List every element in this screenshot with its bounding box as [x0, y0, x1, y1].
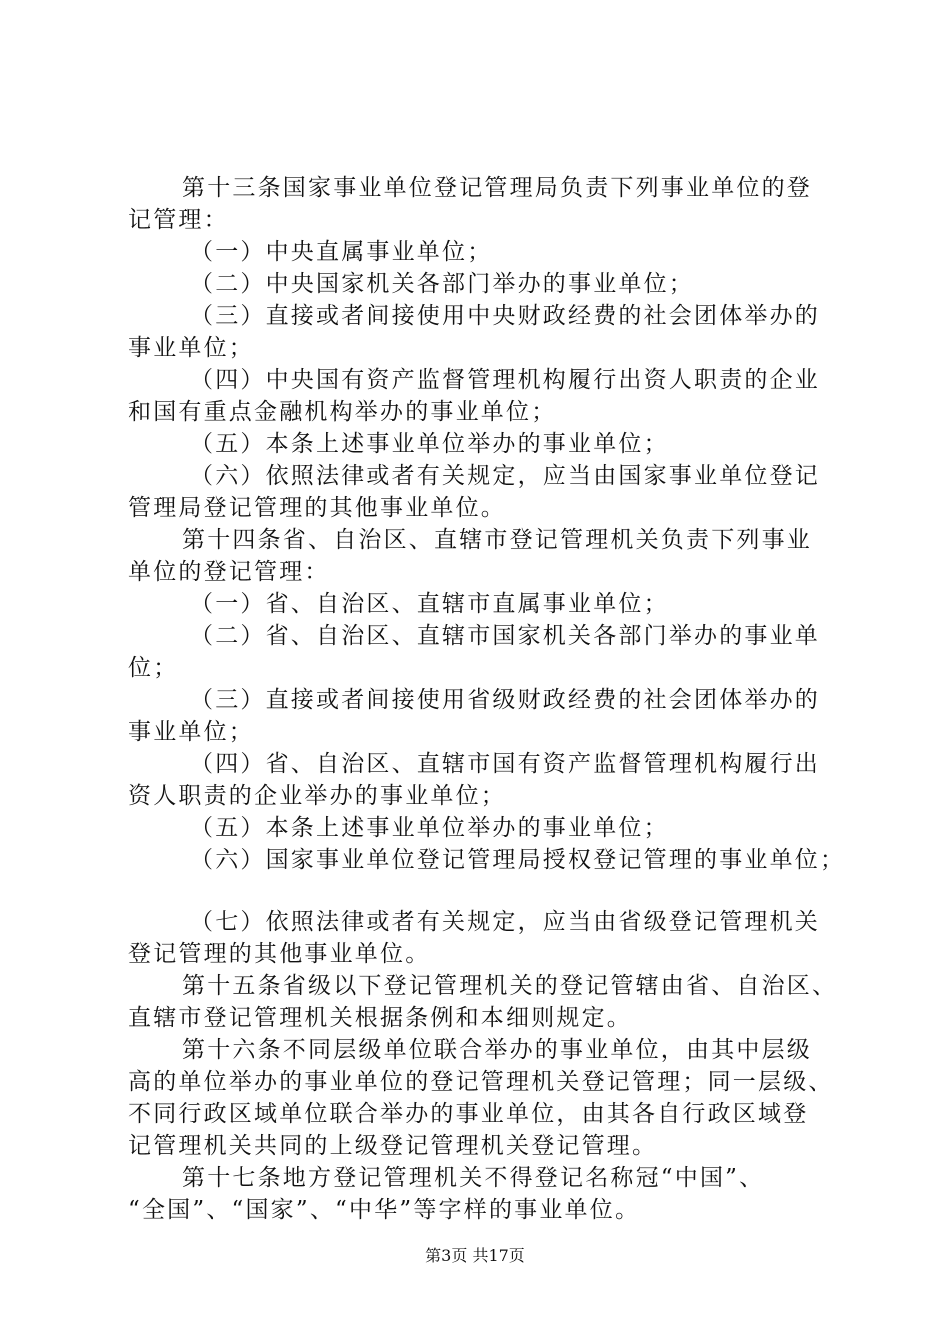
text-line: （五）本条上述事业单位举办的事业单位； — [190, 815, 669, 841]
text-line: （四）中央国有资产监督管理机构履行出资人职责的企业 — [190, 367, 820, 393]
text-line: 位； — [128, 655, 179, 681]
text-line: （二）省、自治区、直辖市国家机关各部门举办的事业单 — [190, 623, 820, 649]
document-body — [128, 172, 846, 1226]
text-line: 第十四条省、自治区、直辖市登记管理机关负责下列事业 — [182, 527, 812, 553]
text-line: 不同行政区域单位联合举办的事业单位，由其各自行政区域登 — [128, 1101, 809, 1127]
text-line: “全国”、“国家”、“中华”等字样的事业单位。 — [128, 1197, 641, 1223]
text-line: 管理局登记管理的其他事业单位。 — [128, 495, 506, 521]
text-line: （六）国家事业单位登记管理局授权登记管理的事业单位； — [190, 847, 846, 873]
page-number: 第3页 共17页 — [425, 1246, 525, 1265]
text-line: 记管理机关共同的上级登记管理机关登记管理。 — [128, 1133, 658, 1159]
text-line: 事业单位； — [128, 335, 254, 361]
text-line: 高的单位举办的事业单位的登记管理机关登记管理；同一层级、 — [128, 1069, 834, 1095]
text-line: 记管理： — [128, 207, 229, 233]
text-line: （三）直接或者间接使用中央财政经费的社会团体举办的 — [190, 303, 820, 329]
text-line: 单位的登记管理： — [128, 559, 330, 585]
text-line: （七）依照法律或者有关规定，应当由省级登记管理机关 — [190, 909, 820, 935]
text-line: （四）省、自治区、直辖市国有资产监督管理机构履行出 — [190, 751, 820, 777]
text-line: （五）本条上述事业单位举办的事业单位； — [190, 431, 669, 457]
text-line: （一）中央直属事业单位； — [190, 239, 493, 265]
paragraph-gap — [128, 876, 828, 906]
text-line: 和国有重点金融机构举办的事业单位； — [128, 399, 557, 425]
text-line: 资人职责的企业举办的事业单位； — [128, 783, 506, 809]
text-line: 第十六条不同层级单位联合举办的事业单位，由其中层级 — [182, 1037, 812, 1063]
text-line: （一）省、自治区、直辖市直属事业单位； — [190, 591, 669, 617]
text-line: 事业单位； — [128, 719, 254, 745]
text-line: 第十五条省级以下登记管理机关的登记管辖由省、自治区、 — [182, 973, 838, 999]
text-line: （三）直接或者间接使用省级财政经费的社会团体举办的 — [190, 687, 820, 713]
text-line: 第十三条国家事业单位登记管理局负责下列事业单位的登 — [182, 175, 812, 201]
text-line: 登记管理的其他事业单位。 — [128, 941, 431, 967]
text-line: （六）依照法律或者有关规定，应当由国家事业单位登记 — [190, 463, 820, 489]
text-line: （二）中央国家机关各部门举办的事业单位； — [190, 271, 694, 297]
text-line: 直辖市登记管理机关根据条例和本细则规定。 — [128, 1005, 632, 1031]
text-line: 第十七条地方登记管理机关不得登记名称冠“中国”、 — [182, 1165, 765, 1191]
